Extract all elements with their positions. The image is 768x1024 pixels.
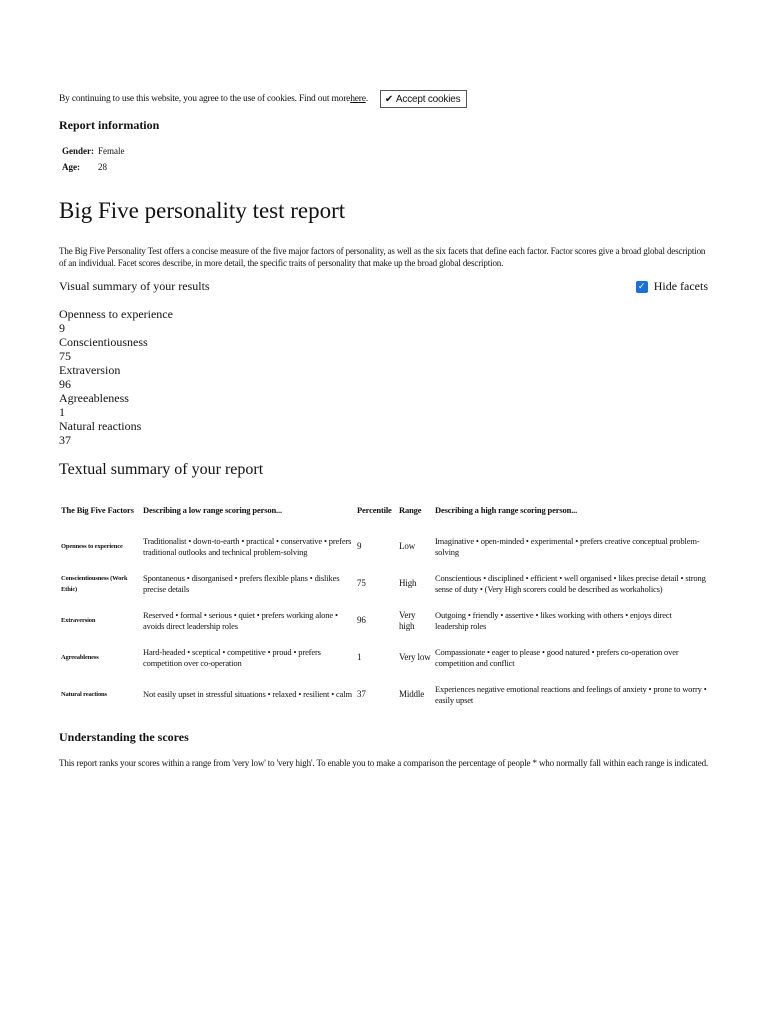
summary-factor-name: Agreeableness (59, 391, 129, 405)
factors-table (59, 492, 709, 713)
age-value: 28 (98, 162, 107, 172)
range-cell: Middle (399, 689, 425, 699)
high-description-cell: Compassionate • eager to please • good natured • prefers co-operation over competition and conflict (435, 646, 679, 668)
range-cell: High (399, 578, 417, 588)
summary-factor-score: 9 (59, 321, 65, 335)
summary-factor-name: Natural reactions (59, 419, 142, 433)
accept-cookies-label: Accept cookies (395, 93, 461, 105)
visual-summary-list (59, 307, 173, 447)
report-information-heading: Report information (59, 118, 160, 132)
factor-cell: Natural reactions (61, 691, 107, 698)
low-description-cell: Hard-headed • sceptical • competitive • proud • prefers competition over co-operation (143, 646, 321, 668)
accept-cookies-button[interactable] (380, 90, 467, 108)
table-row (59, 639, 709, 676)
range-cell: Very low (399, 652, 431, 662)
percentile-cell: 75 (357, 578, 366, 588)
percentile-cell: 1 (357, 652, 362, 662)
cookie-text: By continuing to use this website, you agree to the use of cookies. Find out more (59, 94, 351, 104)
high-description-cell: Outgoing • friendly • assertive • likes working with others • enjoys direct leadership roles (435, 609, 672, 631)
percentile-cell: 96 (357, 615, 366, 625)
range-cell: Very high (399, 609, 416, 631)
summary-factor-name: Conscientiousness (59, 335, 148, 349)
high-description-cell: Experiences negative emotional reactions and feelings of anxiety • prone to worry • easily upset (435, 683, 707, 705)
intro-paragraph: The Big Five Personality Test offers a concise measure of the five major factors of personality, as well as the six facets that define each factor. Factor scores give a broad global description of an individual. Facet scores describe, in more detail, the specific traits of personality that make up the broad global description. (59, 246, 706, 268)
summary-factor-score: 1 (59, 405, 65, 419)
summary-factor-score: 37 (59, 433, 71, 447)
gender-label: Gender: (62, 146, 94, 156)
table-row (59, 528, 709, 565)
percentile-cell: 9 (357, 541, 362, 551)
summary-factor-score: 75 (59, 349, 71, 363)
hide-facets-label: Hide facets (653, 279, 708, 293)
table-row (59, 676, 709, 713)
age-label: Age: (62, 162, 80, 172)
hide-facets-toggle[interactable] (636, 279, 708, 294)
percentile-cell: 37 (357, 689, 366, 699)
cookie-more-link[interactable]: here (350, 94, 366, 104)
textual-summary-heading: Textual summary of your report (59, 461, 264, 478)
low-description-cell: Reserved • formal • serious • quiet • prefers working alone • avoids direct leadership roles (143, 609, 338, 631)
gender-value: Female (98, 146, 125, 156)
cookie-banner (59, 90, 467, 108)
factor-cell: Extraversion (61, 617, 96, 624)
check-icon: ✔ (384, 93, 394, 105)
summary-factor-score: 96 (59, 377, 71, 391)
summary-factor-name: Openness to experience (59, 307, 173, 321)
visual-summary-heading: Visual summary of your results (59, 279, 210, 293)
low-description-cell: Spontaneous • disorganised • prefers flexible plans • dislikes precise details (143, 572, 340, 594)
summary-factor-name: Extraversion (59, 363, 121, 377)
column-header: Describing a low range scoring person... (143, 505, 282, 515)
factor-cell: Agreeableness (61, 654, 99, 661)
factor-cell: Conscientiousness (Work Ethic) (61, 574, 128, 593)
understanding-scores-heading: Understanding the scores (59, 730, 189, 744)
column-header: Describing a high range scoring person... (435, 505, 578, 515)
report-info-table (62, 146, 129, 178)
column-header: Percentile (357, 505, 392, 515)
column-header: Range (399, 505, 422, 515)
page-title: Big Five personality test report (59, 198, 346, 223)
table-row (59, 565, 709, 602)
high-description-cell: Conscientious • disciplined • efficient • well organised • likes precise detail • strong sense of duty • (Very High scorers could be described as workaholics) (435, 572, 706, 594)
range-cell: Low (399, 541, 416, 551)
table-row (59, 602, 709, 639)
factor-cell: Openness to experience (61, 543, 123, 550)
cookie-text-end: . (365, 94, 368, 104)
low-description-cell: Not easily upset in stressful situations • relaxed • resilient • calm (143, 689, 352, 699)
column-header: The Big Five Factors (61, 505, 134, 515)
high-description-cell: Imaginative • open-minded • experimental • prefers creative conceptual problem-solving (435, 535, 700, 557)
hide-facets-checkbox[interactable]: ✓ (636, 281, 648, 293)
low-description-cell: Traditionalist • down-to-earth • practical • conservative • prefers traditional outlooks and technical problem-solving (143, 535, 352, 557)
understanding-scores-paragraph: This report ranks your scores within a range from 'very low' to 'very high'. To enable you to make a comparison the percentage of people * who normally fall within each range is indicated. (59, 758, 709, 768)
